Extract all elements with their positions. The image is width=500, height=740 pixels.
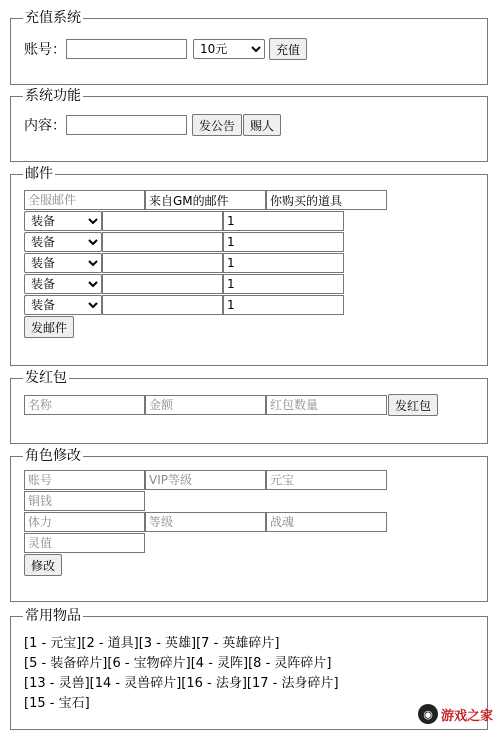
items-line: [1 - 元宝][2 - 道具][3 - 英雄][7 - 英雄碎片] [24, 636, 280, 651]
redpacket-panel [10, 370, 488, 444]
modify-role-button[interactable]: 修改 [24, 554, 62, 576]
role-vip-input[interactable] [145, 470, 266, 490]
items-line: [15 - 宝石] [24, 696, 90, 711]
gift-button[interactable]: 赐人 [243, 114, 281, 136]
role-copper-input[interactable] [24, 491, 145, 511]
recharge-account-input[interactable] [66, 39, 187, 59]
watermark-text: 游戏之家 [441, 708, 494, 724]
items-line: [13 - 灵兽][14 - 灵兽碎片][16 - 法身][17 - 法身碎片] [24, 676, 339, 691]
mail-panel [10, 166, 488, 366]
mail-item-id-input[interactable] [102, 211, 223, 231]
redpacket-amount-input[interactable] [145, 395, 266, 415]
announce-button[interactable]: 发公告 [192, 114, 242, 136]
recharge-button[interactable]: 充值 [269, 38, 307, 60]
mail-item-count-input[interactable] [223, 253, 344, 273]
content-label: 内容： [24, 118, 66, 134]
mail-item-type-select[interactable] [24, 295, 102, 315]
items-line: [5 - 装备碎片][6 - 宝物碎片][4 - 灵阵][8 - 灵阵碎片] [24, 656, 332, 671]
mail-item-id-input[interactable] [102, 274, 223, 294]
system-panel [10, 88, 488, 162]
mail-item-type-select[interactable] [24, 211, 102, 231]
watermark-logo-icon: ◉ [418, 704, 438, 724]
mail-item-id-input[interactable] [102, 253, 223, 273]
role-panel [10, 448, 488, 602]
recharge-amount-select[interactable] [193, 39, 265, 59]
send-redpacket-button[interactable]: 发红包 [388, 394, 438, 416]
mail-item-type-select[interactable] [24, 253, 102, 273]
role-account-input[interactable] [24, 470, 145, 490]
redpacket-name-input[interactable] [24, 395, 145, 415]
mail-item-type-select[interactable] [24, 274, 102, 294]
account-label: 账号： [24, 42, 66, 58]
mail-scope-input[interactable] [24, 190, 145, 210]
mail-item-count-input[interactable] [223, 295, 344, 315]
mail-title-input[interactable] [266, 190, 387, 210]
site-watermark [418, 700, 494, 728]
mail-sender-input[interactable] [145, 190, 266, 210]
mail-legend: 邮件 [25, 166, 53, 182]
role-spirit-input[interactable] [24, 533, 145, 553]
system-legend: 系统功能 [25, 88, 81, 104]
recharge-panel [10, 10, 488, 85]
role-legend: 角色修改 [25, 448, 81, 464]
mail-item-type-select[interactable] [24, 232, 102, 252]
items-legend: 常用物品 [25, 608, 81, 624]
mail-item-id-input[interactable] [102, 295, 223, 315]
mail-item-count-input[interactable] [223, 211, 344, 231]
mail-item-count-input[interactable] [223, 232, 344, 252]
role-yuanbao-input[interactable] [266, 470, 387, 490]
system-content-input[interactable] [66, 115, 187, 135]
role-level-input[interactable] [145, 512, 266, 532]
recharge-legend: 充值系统 [25, 10, 81, 26]
role-stamina-input[interactable] [24, 512, 145, 532]
mail-item-id-input[interactable] [102, 232, 223, 252]
send-mail-button[interactable]: 发邮件 [24, 316, 74, 338]
role-soul-input[interactable] [266, 512, 387, 532]
redpacket-count-input[interactable] [266, 395, 387, 415]
items-panel [10, 608, 488, 730]
mail-item-count-input[interactable] [223, 274, 344, 294]
redpacket-legend: 发红包 [25, 370, 67, 386]
